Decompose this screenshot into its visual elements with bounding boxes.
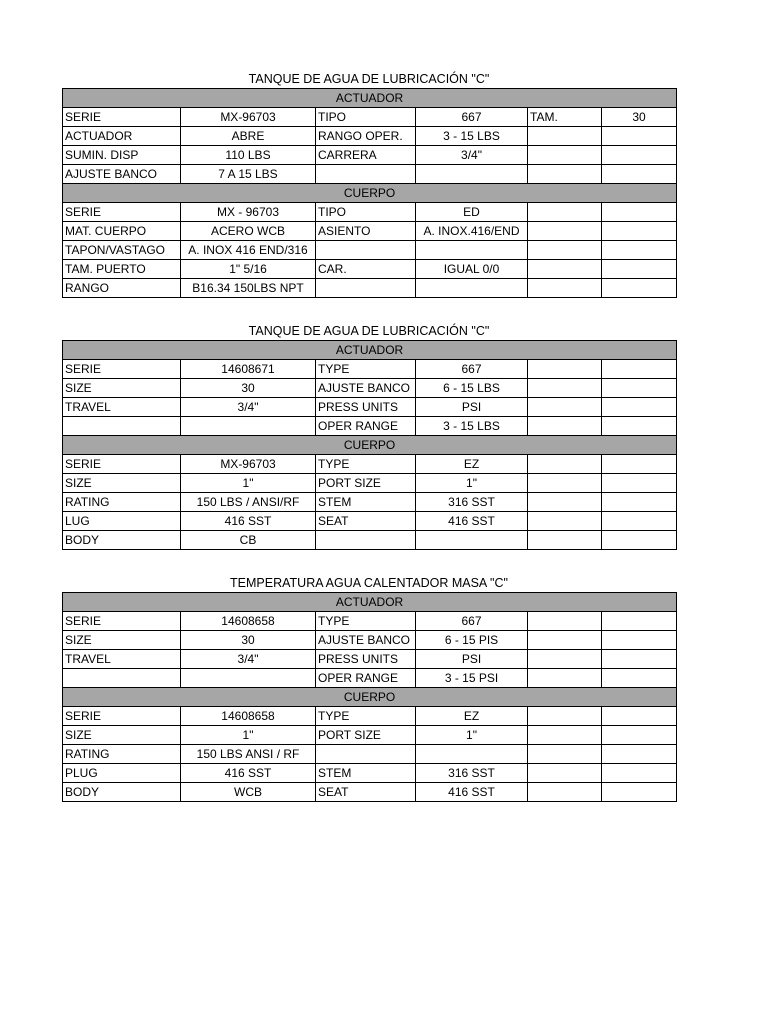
field-label: RATING [63,745,181,764]
field-label: SIZE [63,631,181,650]
field-label [528,764,602,783]
field-label [528,417,602,436]
cuerpo-header: CUERPO [63,688,677,707]
field-label [528,165,602,184]
field-value: 150 LBS ANSI / RF [181,745,316,764]
actuador-header-row [63,593,677,612]
table-row [63,474,677,493]
table-row [63,512,677,531]
field-label [528,474,602,493]
cuerpo-header-row [63,184,677,203]
field-value: ABRE [181,127,316,146]
section-title: TANQUE DE AGUA DE LUBRICACIÓN "C" [248,324,490,338]
field-label [528,203,602,222]
field-value [602,360,677,379]
actuador-header-row [63,341,677,360]
field-label [528,241,602,260]
field-label: LUG [63,512,181,531]
field-value: 416 SST [181,764,316,783]
field-label: TAM. [528,108,602,127]
field-label: RATING [63,493,181,512]
field-value: 3 - 15 PSI [416,669,528,688]
table-row [63,669,677,688]
field-value [416,531,528,550]
field-label [528,531,602,550]
field-label: PRESS UNITS [316,398,416,417]
table-row [63,222,677,241]
field-value: 416 SST [416,783,528,802]
field-value: PSI [416,650,528,669]
field-value: 7 A 15 LBS [181,165,316,184]
field-label: TYPE [316,612,416,631]
field-label: TRAVEL [63,398,181,417]
field-value [181,417,316,436]
field-value: PSI [416,398,528,417]
field-value [602,203,677,222]
field-label [528,279,602,298]
field-label [528,260,602,279]
field-label [528,707,602,726]
field-label: RANGO OPER. [316,127,416,146]
field-label: SEAT [316,512,416,531]
field-value: 667 [416,108,528,127]
field-value: EZ [416,707,528,726]
table-row [63,260,677,279]
field-value: ED [416,203,528,222]
field-value: 3/4" [181,398,316,417]
field-value [602,493,677,512]
field-value: 416 SST [416,512,528,531]
field-value: 416 SST [181,512,316,531]
field-value [602,398,677,417]
field-value [416,745,528,764]
field-value [602,631,677,650]
table-row [63,398,677,417]
field-value [602,531,677,550]
field-label: SIZE [63,379,181,398]
field-label [528,493,602,512]
field-value [602,726,677,745]
field-value [602,165,677,184]
field-value: A. INOX.416/END [416,222,528,241]
field-value [602,260,677,279]
field-value: MX-96703 [181,108,316,127]
field-label [316,531,416,550]
field-label [528,127,602,146]
section-title: TANQUE DE AGUA DE LUBRICACIÓN "C" [248,72,490,86]
field-label: SUMIN. DISP [63,146,181,165]
field-label [528,650,602,669]
field-label: ACTUADOR [63,127,181,146]
cuerpo-header: CUERPO [63,184,677,203]
table-row [63,783,677,802]
field-label [528,631,602,650]
spec-table [62,340,677,550]
actuador-header-row [63,89,677,108]
field-label [528,745,602,764]
field-label: SERIE [63,707,181,726]
field-label: OPER RANGE [316,417,416,436]
table-row [63,241,677,260]
field-label: SEAT [316,783,416,802]
field-label: SERIE [63,455,181,474]
table-row [63,279,677,298]
field-value: 3 - 15 LBS [416,417,528,436]
field-value [602,764,677,783]
field-value [602,379,677,398]
field-value [416,165,528,184]
field-value [602,612,677,631]
field-value: 667 [416,612,528,631]
field-label [528,222,602,241]
actuador-header: ACTUADOR [63,593,677,612]
field-label [528,455,602,474]
field-label: TYPE [316,707,416,726]
field-label: BODY [63,531,181,550]
field-value: MX-96703 [181,455,316,474]
table-row [63,165,677,184]
field-label: SIZE [63,726,181,745]
field-label: PLUG [63,764,181,783]
field-value: 1" [181,474,316,493]
cuerpo-header-row [63,436,677,455]
field-label [528,398,602,417]
field-label [63,417,181,436]
field-value [602,222,677,241]
cuerpo-header-row [63,688,677,707]
field-value [602,650,677,669]
table-row [63,612,677,631]
field-label [528,512,602,531]
field-value [602,707,677,726]
field-value: A. INOX 416 END/316 [181,241,316,260]
field-value [602,669,677,688]
field-value: 30 [602,108,677,127]
field-label: CAR. [316,260,416,279]
spec-table [62,592,677,802]
field-value: B16.34 150LBS NPT [181,279,316,298]
field-value: 14608658 [181,612,316,631]
field-label: SIZE [63,474,181,493]
field-value: ACERO WCB [181,222,316,241]
table-row [63,707,677,726]
field-label: CARRERA [316,146,416,165]
section-title: TEMPERATURA AGUA CALENTADOR MASA "C" [230,576,508,590]
field-value [416,241,528,260]
field-label: TAPON/VASTAGO [63,241,181,260]
valve-spec-section-2 [62,322,676,550]
valve-spec-section-1 [62,70,676,298]
table-row [63,108,677,127]
spec-table [62,88,677,298]
field-label [528,379,602,398]
field-label: STEM [316,493,416,512]
field-value: 6 - 15 LBS [416,379,528,398]
table-row [63,745,677,764]
field-label: TYPE [316,455,416,474]
field-value: 1" [416,726,528,745]
table-row [63,493,677,512]
field-label [528,146,602,165]
valve-spec-section-3 [62,574,676,802]
table-row [63,360,677,379]
field-value [602,146,677,165]
field-label: MAT. CUERPO [63,222,181,241]
table-row [63,764,677,783]
field-label: PORT SIZE [316,726,416,745]
table-row [63,726,677,745]
field-label: AJUSTE BANCO [316,631,416,650]
field-value [602,745,677,764]
field-label [316,745,416,764]
table-row [63,203,677,222]
field-value [602,127,677,146]
field-value [602,474,677,493]
field-value: 110 LBS [181,146,316,165]
field-value: 1" 5/16 [181,260,316,279]
field-value: 3 - 15 LBS [416,127,528,146]
field-value: MX - 96703 [181,203,316,222]
field-label [63,669,181,688]
field-label: BODY [63,783,181,802]
field-label [528,612,602,631]
table-row [63,417,677,436]
field-label: TYPE [316,360,416,379]
field-value [602,241,677,260]
field-value: 14608658 [181,707,316,726]
field-label: SERIE [63,612,181,631]
field-label: PRESS UNITS [316,650,416,669]
field-label: PORT SIZE [316,474,416,493]
field-value [602,512,677,531]
actuador-header: ACTUADOR [63,89,677,108]
field-label [528,726,602,745]
field-value: 14608671 [181,360,316,379]
field-value [181,669,316,688]
field-value [602,417,677,436]
field-value: CB [181,531,316,550]
field-value: 1" [416,474,528,493]
field-label: AJUSTE BANCO [63,165,181,184]
field-label: TIPO [316,108,416,127]
actuador-header: ACTUADOR [63,341,677,360]
field-label [528,360,602,379]
field-value: 3/4" [181,650,316,669]
field-label: SERIE [63,360,181,379]
field-value [602,783,677,802]
field-value [602,279,677,298]
table-row [63,127,677,146]
table-row [63,531,677,550]
field-label: SERIE [63,203,181,222]
field-label: STEM [316,764,416,783]
field-value: 1" [181,726,316,745]
field-value: 30 [181,379,316,398]
table-row [63,631,677,650]
field-value: 6 - 15 PIS [416,631,528,650]
field-value: 30 [181,631,316,650]
field-label: TAM. PUERTO [63,260,181,279]
cuerpo-header: CUERPO [63,436,677,455]
field-value: IGUAL 0/0 [416,260,528,279]
field-label [528,669,602,688]
field-value: 316 SST [416,493,528,512]
table-row [63,146,677,165]
field-label: OPER RANGE [316,669,416,688]
table-row [63,455,677,474]
table-row [63,379,677,398]
field-label: TIPO [316,203,416,222]
field-value [416,279,528,298]
field-label: RANGO [63,279,181,298]
field-value: WCB [181,783,316,802]
field-label [316,279,416,298]
field-label [528,783,602,802]
field-value: 316 SST [416,764,528,783]
field-label: ASIENTO [316,222,416,241]
field-value: 3/4" [416,146,528,165]
field-label [316,165,416,184]
field-label: AJUSTE BANCO [316,379,416,398]
field-value: 667 [416,360,528,379]
field-label: SERIE [63,108,181,127]
field-value [602,455,677,474]
field-value: EZ [416,455,528,474]
field-value: 150 LBS / ANSI/RF [181,493,316,512]
field-label [316,241,416,260]
field-label: TRAVEL [63,650,181,669]
table-row [63,650,677,669]
